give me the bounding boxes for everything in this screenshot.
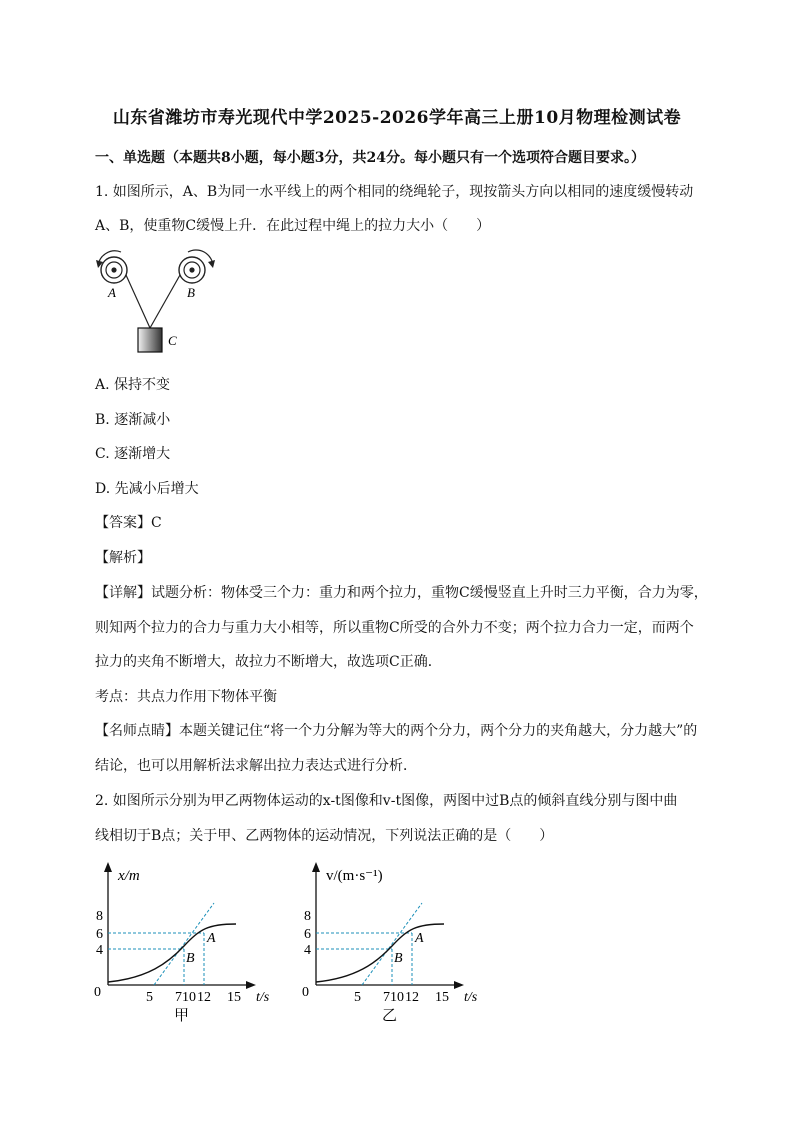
point-a-label: A xyxy=(207,931,216,946)
xtick-12: 12 xyxy=(405,990,419,1005)
pulley-b-arrowhead xyxy=(208,260,215,268)
q1-detail-line3: 拉力的夹角不断增大，故拉力不断增大，故选项C正确． xyxy=(95,654,442,670)
q1-tip-line2: 结论，也可以用解析法求解出拉力表达式进行分析． xyxy=(95,758,417,774)
page-title: 山东省潍坊市寿光现代中学2025-2026学年高三上册10月物理检测试卷 xyxy=(112,108,682,128)
xtick-15: 15 xyxy=(435,990,449,1005)
ytick-8: 8 xyxy=(304,909,311,924)
ytick-6: 6 xyxy=(96,927,103,942)
x-axis-label: t/s xyxy=(256,990,270,1005)
y-axis-arrow xyxy=(104,862,112,872)
rope-left xyxy=(126,275,150,328)
ytick-4: 4 xyxy=(96,943,103,958)
q1-kaodian: 考点：共点力作用下物体平衡 xyxy=(95,689,277,705)
y-axis-label: v/(m·s⁻¹) xyxy=(326,868,383,884)
rope-right xyxy=(150,275,180,328)
label-c: C xyxy=(168,333,177,348)
point-b-label: B xyxy=(186,951,195,966)
xtick-15: 15 xyxy=(227,990,241,1005)
q1-option-b: B. 逐渐减小 xyxy=(95,412,171,428)
pulley-a xyxy=(101,257,127,283)
origin-label: 0 xyxy=(94,985,101,1000)
weight-c xyxy=(138,328,162,352)
x-axis-label: t/s xyxy=(464,990,478,1005)
xtick-12: 12 xyxy=(197,990,211,1005)
section-heading: 一、单选题（本题共8小题，每小题3分，共24分。每小题只有一个选项符合题目要求。） xyxy=(95,150,645,166)
y-axis-arrow xyxy=(312,862,320,872)
x-axis-arrow xyxy=(246,981,256,989)
vt-curve xyxy=(316,924,444,982)
graph-caption: 甲 xyxy=(174,1008,190,1024)
ytick-4: 4 xyxy=(304,943,311,958)
xtick-7: 7 xyxy=(175,990,182,1005)
xtick-7: 7 xyxy=(383,990,390,1005)
x-axis-arrow xyxy=(454,981,464,989)
y-axis-label: x/m xyxy=(118,868,140,884)
tangent-line xyxy=(154,903,214,985)
q1-option-c: C. 逐渐增大 xyxy=(95,446,171,462)
q2-stem-line1: 2. 如图所示分别为甲乙两物体运动的x-t图像和v-t图像，两图中过B点的倾斜直线分别与图中曲 xyxy=(95,793,678,809)
q1-stem-line1: 1. 如图所示，A、B为同一水平线上的两个相同的绕绳轮子，现按箭头方向以相同的速度缓慢转动 xyxy=(95,184,694,200)
q1-detail-line2: 则知两个拉力的合力与重力大小相等，所以重物C所受的合外力不变；两个拉力合力一定，而两个 xyxy=(95,620,694,636)
q1-pulley-figure xyxy=(88,246,228,358)
tangent-line xyxy=(362,903,422,985)
xtick-5: 5 xyxy=(354,990,361,1005)
q1-stem-line2: A、B，使重物C缓慢上升．在此过程中绳上的拉力大小（ ） xyxy=(95,218,491,234)
q2-xt-graph xyxy=(88,858,288,1028)
origin-label: 0 xyxy=(302,985,309,1000)
q1-option-a: A. 保持不变 xyxy=(95,377,171,393)
q1-answer: 【答案】C xyxy=(95,515,162,531)
q1-detail-line1: 【详解】试题分析：物体受三个力：重力和两个拉力，重物C缓慢竖直上升时三力平衡，合力为零， xyxy=(95,585,708,601)
graph-caption: 乙 xyxy=(382,1008,398,1024)
point-b-label: B xyxy=(394,951,403,966)
pulley-b xyxy=(179,257,205,283)
point-a-label: A xyxy=(415,931,424,946)
xt-curve xyxy=(108,924,236,982)
label-a: A xyxy=(108,285,116,300)
xtick-10: 10 xyxy=(390,990,404,1005)
ytick-6: 6 xyxy=(304,927,311,942)
ytick-8: 8 xyxy=(96,909,103,924)
xtick-5: 5 xyxy=(146,990,153,1005)
label-b: B xyxy=(187,285,195,300)
xtick-10: 10 xyxy=(182,990,196,1005)
q1-analysis-heading: 【解析】 xyxy=(95,550,151,566)
q2-stem-line2: 线相切于B点；关于甲、乙两物体的运动情况，下列说法正确的是（ ） xyxy=(95,828,554,844)
q1-tip-line1: 【名师点睛】本题关键记住“将一个力分解为等大的两个分力，两个分力的夹角越大，分力越大”的 xyxy=(95,723,698,739)
q1-option-d: D. 先减小后增大 xyxy=(95,481,199,497)
q2-vt-graph xyxy=(296,858,496,1028)
